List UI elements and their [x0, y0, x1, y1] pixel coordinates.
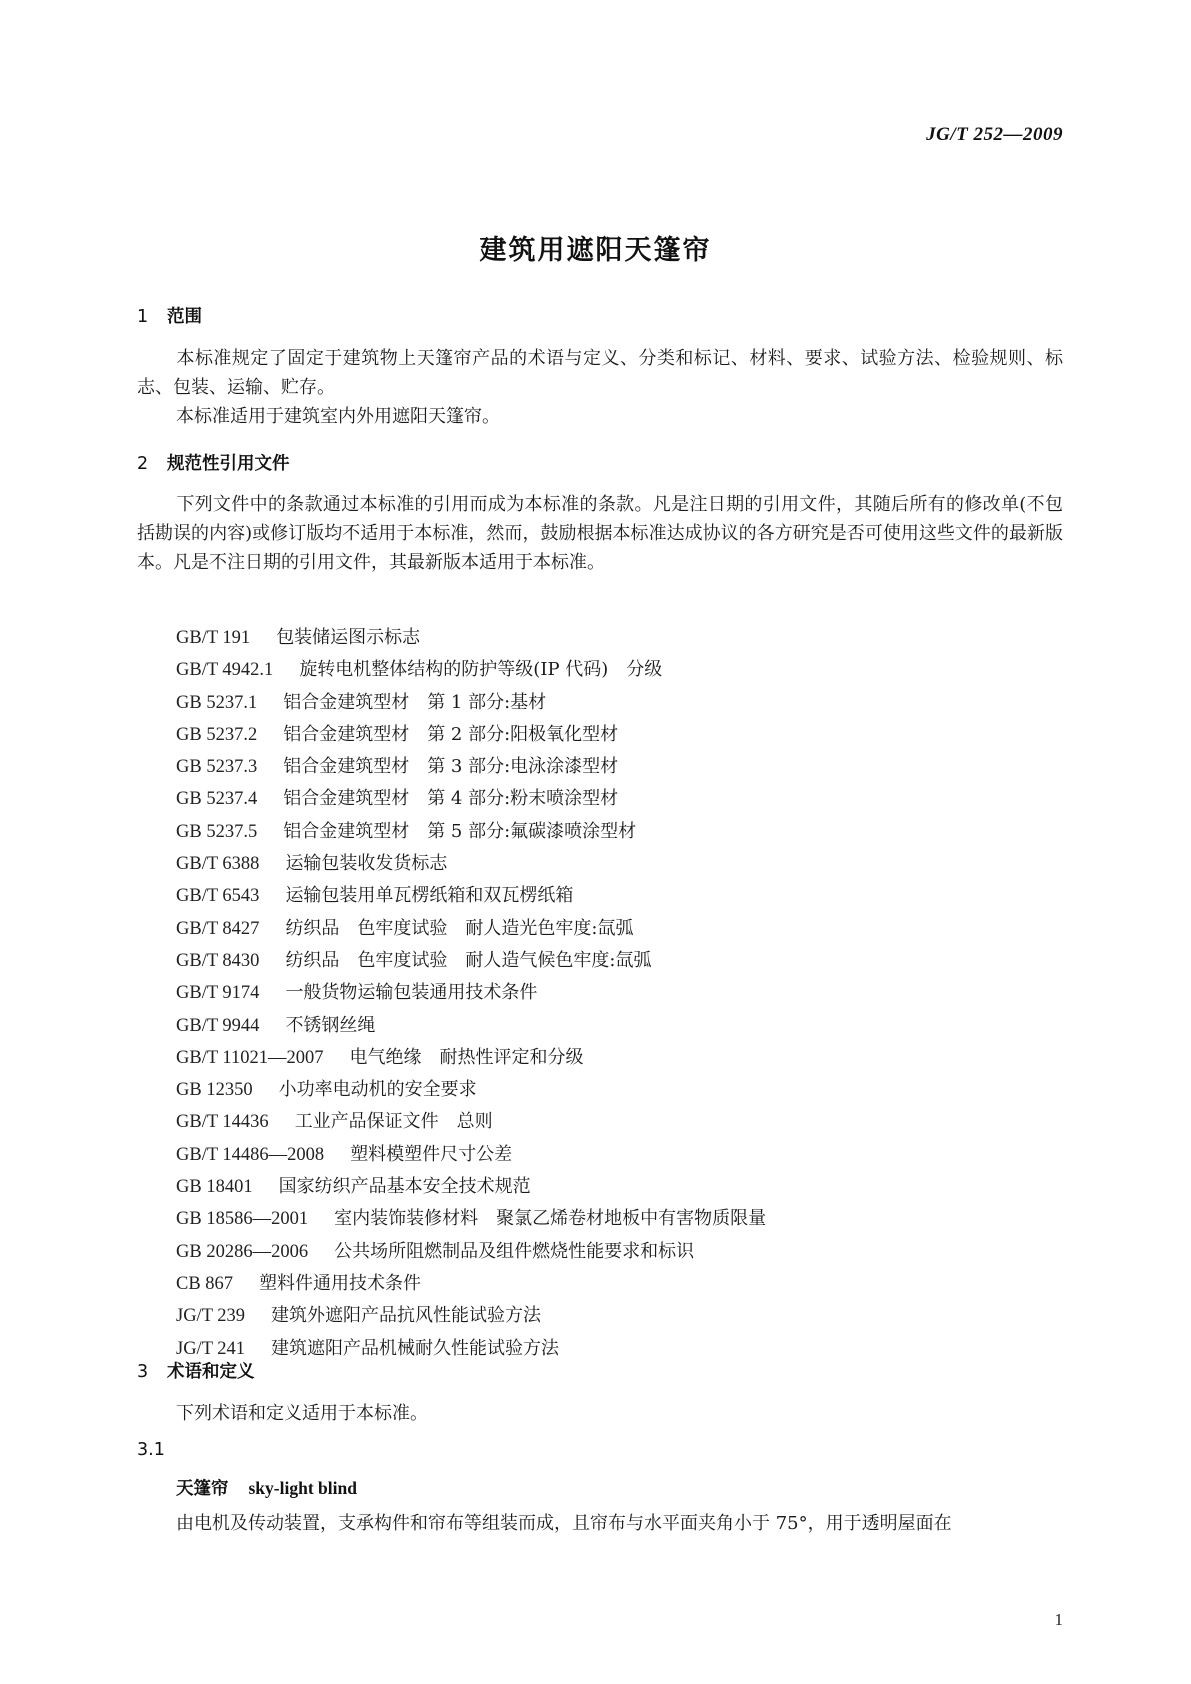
reference-item: [176, 1139, 766, 1171]
reference-code: GB 5237.1: [176, 692, 258, 713]
reference-code: GB 5237.5: [176, 821, 258, 842]
page-number: 1: [1054, 1610, 1063, 1629]
reference-title: 工业产品保证文件 总则: [294, 1111, 493, 1133]
reference-code: GB/T 9174: [176, 983, 260, 1004]
reference-code: GB/T 4942.1: [176, 660, 274, 681]
term-entry: [176, 1475, 357, 1500]
section-1-heading: [137, 303, 202, 328]
section-3-intro: [137, 1399, 1063, 1428]
reference-item: [176, 1171, 766, 1203]
section-2-intro-text: 下列文件中的条款通过本标准的引用而成为本标准的条款。凡是注日期的引用文件，其随后所有的修改单(不包括勘误的内容)或修订版均不适用于本标准，然而，鼓励根据本标准达成协议的各方研究是否可使用这些文件的最新版本。凡是不注日期的引用文件，其最新版本适用于本标准。: [137, 494, 1063, 573]
reference-title: 一般货物运输包装通用技术条件: [285, 982, 538, 1004]
reference-title: 运输包装用单瓦楞纸箱和双瓦楞纸箱: [285, 885, 574, 907]
reference-item: [176, 654, 766, 686]
standard-number: JG/T 252—2009: [926, 124, 1063, 145]
reference-item: [176, 751, 766, 783]
reference-item: [176, 1203, 766, 1235]
section-3-intro-text: 下列术语和定义适用于本标准。: [176, 1403, 428, 1424]
reference-code: GB 5237.3: [176, 757, 258, 778]
section-2-title: 规范性引用文件: [167, 454, 290, 474]
reference-title: 包装储运图示标志: [276, 627, 421, 648]
term-english: sky-light blind: [248, 1478, 357, 1498]
reference-code: GB 18401: [176, 1177, 253, 1198]
reference-code: GB 5237.2: [176, 724, 258, 745]
reference-title: 小功率电动机的安全要求: [278, 1079, 477, 1101]
reference-item: [176, 945, 766, 977]
reference-title: 运输包装收发货标志: [285, 853, 448, 875]
reference-item: [176, 816, 766, 848]
reference-item: [176, 1268, 766, 1300]
normative-references-list: [176, 622, 766, 1365]
term-definition-text: 由电机及传动装置，支承构件和帘布等组装而成，且帘布与水平面夹角小于 75°，用于透明屋面在: [176, 1513, 952, 1534]
reference-item: [176, 880, 766, 912]
section-1-number: 1: [137, 307, 149, 327]
reference-title: 建筑外遮阳产品抗风性能试验方法: [271, 1305, 542, 1327]
document-title: 建筑用遮阳天篷帘: [479, 235, 712, 266]
reference-item: [176, 1300, 766, 1332]
section-3-number: 3: [137, 1362, 149, 1382]
reference-code: CB 867: [176, 1273, 234, 1294]
section-1-text-2: 本标准适用于建筑室内外用遮阳天篷帘。: [176, 406, 500, 427]
reference-code: GB/T 14486—2008: [176, 1144, 325, 1165]
reference-title: 铝合金建筑型材 第 4 部分:粉末喷涂型材: [283, 788, 619, 810]
reference-title: 铝合金建筑型材 第 2 部分:阳极氧化型材: [283, 723, 619, 745]
reference-item: [176, 1106, 766, 1138]
reference-title: 电气绝缘 耐热性评定和分级: [349, 1046, 584, 1068]
clause-number: 3.1: [137, 1440, 165, 1460]
reference-item: [176, 622, 766, 654]
reference-title: 纺织品 色牢度试验 耐人造光色牢度:氙弧: [285, 917, 634, 939]
reference-title: 公共场所阻燃制品及组件燃烧性能要求和标识: [334, 1240, 695, 1262]
reference-item: [176, 719, 766, 751]
section-2-intro: [137, 490, 1063, 577]
reference-code: GB 18586—2001: [176, 1209, 309, 1230]
reference-item: [176, 848, 766, 880]
term-chinese: 天篷帘: [176, 1479, 229, 1499]
term-definition: [137, 1509, 1063, 1538]
reference-code: JG/T 239: [176, 1306, 246, 1327]
reference-title: 塑料件通用技术条件: [259, 1272, 422, 1294]
reference-code: GB/T 6388: [176, 854, 260, 875]
section-1-title: 范围: [167, 307, 202, 327]
reference-item: [176, 687, 766, 719]
section-1-paragraph-2: [137, 402, 1063, 431]
reference-title: 铝合金建筑型材 第 1 部分:基材: [283, 691, 547, 713]
reference-item: [176, 1074, 766, 1106]
reference-item: [176, 1010, 766, 1042]
section-3-heading: [137, 1358, 255, 1383]
reference-title: 不锈钢丝绳: [285, 1014, 376, 1036]
reference-item: [176, 977, 766, 1009]
reference-code: GB/T 11021—2007: [176, 1047, 324, 1068]
section-2-number: 2: [137, 454, 149, 474]
reference-title: 建筑遮阳产品机械耐久性能试验方法: [271, 1337, 560, 1359]
section-1-paragraph-1: [137, 344, 1063, 402]
reference-code: GB/T 191: [176, 628, 251, 648]
reference-code: GB/T 14436: [176, 1112, 269, 1133]
reference-code: GB/T 6543: [176, 886, 260, 907]
reference-title: 旋转电机整体结构的防护等级(IP 代码) 分级: [299, 659, 663, 681]
reference-code: GB/T 8430: [176, 950, 260, 971]
reference-code: GB/T 8427: [176, 918, 260, 939]
reference-title: 纺织品 色牢度试验 耐人造气候色牢度:氙弧: [285, 949, 652, 971]
section-3-title: 术语和定义: [167, 1362, 255, 1382]
reference-item: [176, 913, 766, 945]
reference-item: [176, 1333, 766, 1365]
reference-code: GB 12350: [176, 1080, 253, 1101]
section-1-text-1: 本标准规定了固定于建筑物上天篷帘产品的术语与定义、分类和标记、材料、要求、试验方法、检验规则、标志、包装、运输、贮存。: [137, 348, 1063, 398]
reference-item: [176, 1042, 766, 1074]
reference-code: JG/T 241: [176, 1338, 246, 1359]
reference-code: GB 20286—2006: [176, 1241, 309, 1262]
section-2-heading: [137, 450, 290, 475]
reference-title: 室内装饰装修材料 聚氯乙烯卷材地板中有害物质限量: [334, 1208, 767, 1230]
reference-item: [176, 783, 766, 815]
reference-title: 铝合金建筑型材 第 5 部分:氟碳漆喷涂型材: [283, 820, 637, 842]
reference-title: 塑料模塑件尺寸公差: [350, 1143, 513, 1165]
reference-code: GB/T 9944: [176, 1015, 260, 1036]
reference-title: 铝合金建筑型材 第 3 部分:电泳涂漆型材: [283, 756, 619, 778]
reference-title: 国家纺织产品基本安全技术规范: [278, 1176, 531, 1198]
reference-code: GB 5237.4: [176, 789, 258, 810]
reference-item: [176, 1236, 766, 1268]
